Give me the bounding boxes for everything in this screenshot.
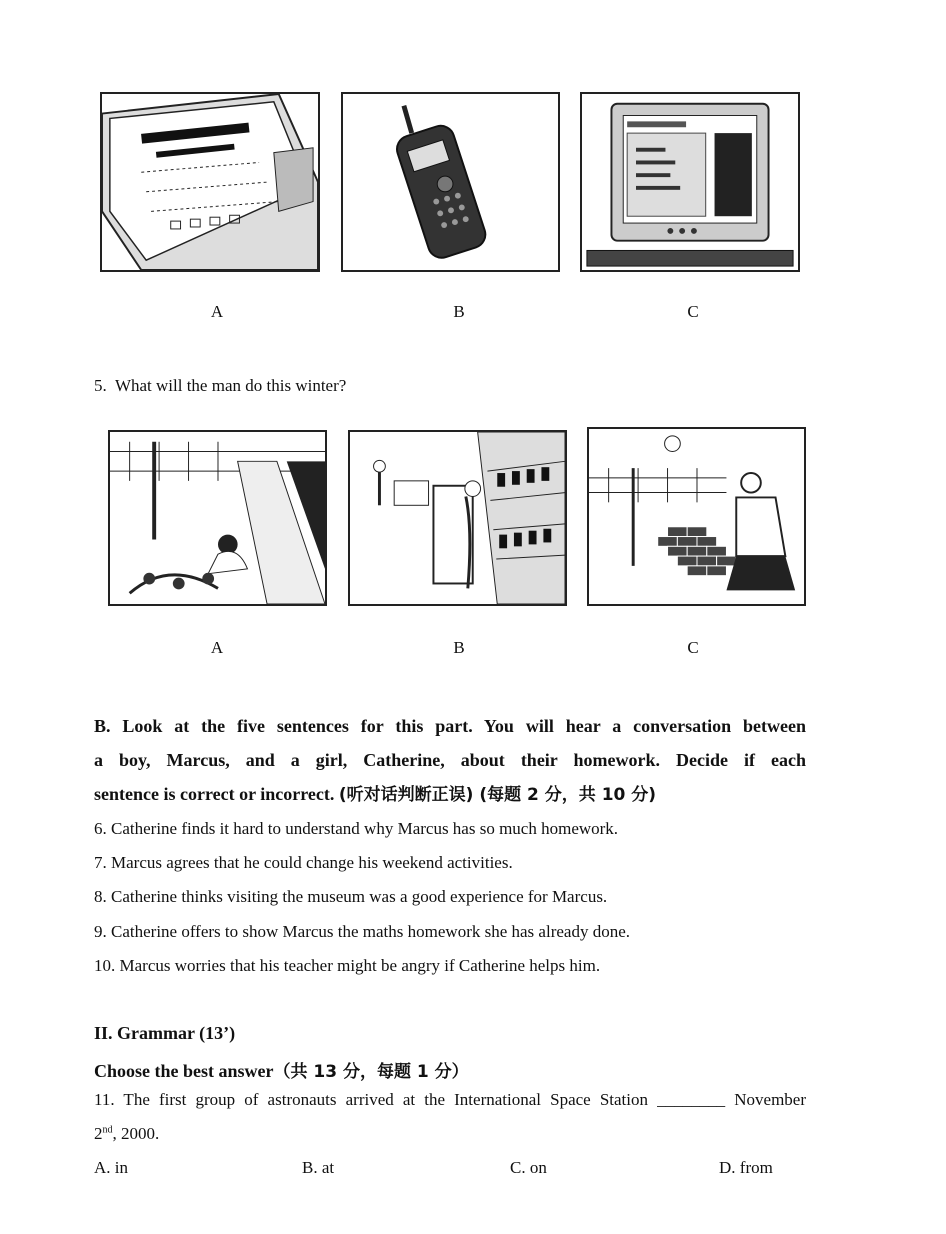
sentence-8: 8. Catherine thinks visiting the museum was a good experience for Marcus.: [94, 887, 608, 906]
sentence-9: 9. Catherine offers to show Marcus the maths homework she has already done.: [94, 922, 630, 941]
q5-question: [94, 376, 346, 396]
q4-picture-c-computer: [580, 92, 800, 272]
grammar-instruction: [94, 1057, 469, 1082]
section-b-heading-line2: a boy, Marcus, and a girl, Catherine, about their homework. Decide if each: [94, 750, 806, 770]
q5-label-b: B: [453, 638, 465, 657]
q11-date-num: 2: [94, 1124, 103, 1143]
q11-option-c[interactable]: C. on: [510, 1158, 547, 1177]
q5-picture-c-building-wall: [587, 427, 806, 606]
section-b-heading-line1: B. Look at the five sentences for this part. You will hear a conversation between: [94, 716, 806, 736]
q5-picture-a-gardening: [108, 430, 327, 606]
section-b-heading-line3-cn: (听对话判断正误) (每题 2 分，共 10 分): [338, 785, 657, 805]
q11-date-rest: , 2000.: [112, 1124, 160, 1143]
q11-option-a[interactable]: A. in: [94, 1158, 128, 1177]
q11-date: [94, 1124, 159, 1144]
q11-date-sup: nd: [102, 1124, 113, 1136]
q5-number: 5.: [94, 376, 107, 395]
q5-text: What will the man do this winter?: [114, 376, 347, 395]
q4-label-c: C: [687, 302, 699, 321]
grammar-instruction-en: Choose the best answer: [94, 1061, 274, 1081]
q11-text: 11. The first group of astronauts arrived at the International Space Station ________ November: [94, 1090, 806, 1109]
grammar-instruction-cn: （共 13 分，每题 1 分）: [273, 1062, 469, 1082]
q11-option-b[interactable]: B. at: [302, 1158, 335, 1177]
q5-label-a: A: [210, 638, 224, 657]
section-b-heading-line3-en: sentence is correct or incorrect.: [94, 784, 335, 804]
section-b-heading-line3: [94, 777, 806, 812]
q11-option-d[interactable]: D. from: [719, 1158, 773, 1177]
q5-picture-b-supermarket: [348, 430, 567, 606]
section-b-heading: [94, 709, 806, 812]
q11-line1: [94, 1090, 806, 1110]
sentence-7: 7. Marcus agrees that he could change his weekend activities.: [94, 853, 513, 872]
sentence-6: 6. Catherine finds it hard to understand why Marcus has so much homework.: [94, 819, 619, 838]
q4-label-b: B: [453, 302, 465, 321]
sentence-10: 10. Marcus worries that his teacher might be angry if Catherine helps him.: [94, 956, 601, 975]
q5-label-c: C: [687, 638, 699, 657]
q4-label-a: A: [210, 302, 224, 321]
grammar-title: II. Grammar (13’): [94, 1023, 236, 1043]
q4-picture-a-magazine-form: [100, 92, 320, 272]
q4-picture-b-mobile-phone: [341, 92, 560, 272]
